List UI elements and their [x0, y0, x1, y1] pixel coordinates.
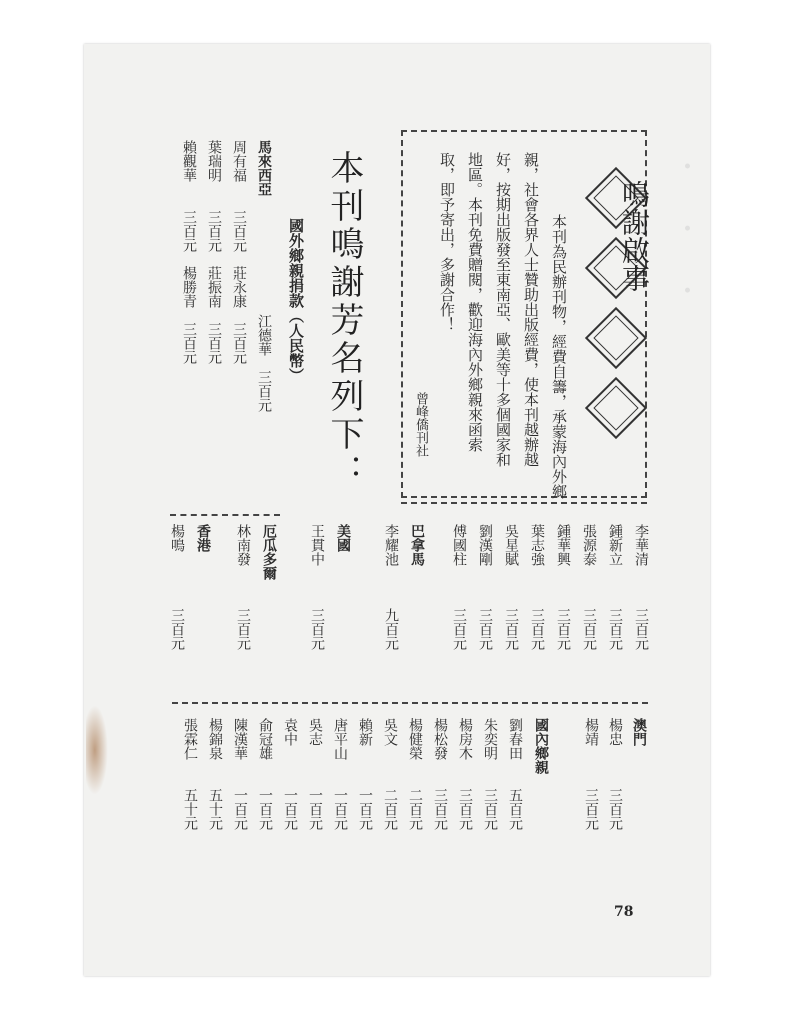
- middle-col-7: 劉漢剛 三百元: [477, 524, 493, 650]
- middle-col-10: 李耀池 九百元: [383, 524, 399, 650]
- middle-col-6: 吳星賦 三百元: [503, 524, 519, 650]
- bottom-col-5: 劉春田 五百元: [507, 718, 523, 830]
- middle-col-16: 楊鳴 三百元: [169, 524, 185, 650]
- middle-col-12: 王貫中 三百元: [309, 524, 325, 650]
- notice-line-2: 親，社會各界人士贊助出版經費，使本刊越辦越: [522, 152, 540, 467]
- bottom-col-3: 楊靖 三百元: [583, 718, 599, 830]
- bottom-col-15: 俞冠雄 一百元: [257, 718, 273, 830]
- notice-publisher: 曾峰僑刊社: [413, 392, 428, 457]
- bleed-through: · · ·: [665, 160, 709, 303]
- donor-row-2: 葉瑞明 三百元 莊振南 三百元: [206, 140, 222, 364]
- bottom-col-12: 唐平山 一百元: [332, 718, 348, 830]
- region-usa: 美國: [335, 524, 351, 552]
- bottom-col-7: 楊房木 三百元: [457, 718, 473, 830]
- bottom-col-13: 吳志 一百元: [307, 718, 323, 830]
- region-domestic: 國內鄉親: [533, 718, 549, 774]
- separator-right: [401, 502, 647, 504]
- middle-col-14: 林南發 三百元: [235, 524, 251, 650]
- bottom-col-8: 楊松發 三百元: [432, 718, 448, 830]
- donor-row-1: 周有福 三百元 莊永康 三百元: [231, 140, 247, 364]
- middle-col-1: 李華清 三百元: [633, 524, 649, 650]
- region-macau: 澳門: [631, 718, 647, 746]
- middle-col-4: 鍾華興 三百元: [555, 524, 571, 650]
- bottom-col-17: 楊錦泉 五十元: [207, 718, 223, 830]
- middle-col-3: 張源泰 三百元: [581, 524, 597, 650]
- bottom-col-16: 陳漢華 一百元: [232, 718, 248, 830]
- middle-col-5: 葉志強 三百元: [529, 524, 545, 650]
- page-number: 78: [614, 904, 634, 920]
- region-hongkong: 香港: [195, 524, 211, 552]
- separator-bottom: [172, 702, 648, 704]
- bottom-col-18: 張霖仁 五十元: [182, 718, 198, 830]
- region-ecuador: 厄瓜多爾: [261, 524, 277, 580]
- notice-line-5: 取，即予寄出，多謝合作！: [438, 152, 456, 332]
- bottom-col-9: 楊健榮 二百元: [407, 718, 423, 830]
- bottom-col-11: 賴新 一百元: [357, 718, 373, 830]
- separator-left: [170, 514, 280, 516]
- donor-jiang-dehua: 江德華 三百元: [256, 314, 272, 412]
- donor-row-3: 賴觀華 三百元 楊勝青 三百元: [181, 140, 197, 364]
- notice-line-3: 好，按期出版發至東南亞、歐美等十多個國家和: [494, 152, 512, 467]
- region-malaysia: 馬來西亞: [256, 140, 272, 196]
- bottom-col-14: 袁中 一百元: [282, 718, 298, 830]
- notice-line-1: 本刊為民辦刊物，經費自籌，承蒙海內外鄉: [550, 214, 568, 499]
- bottom-col-6: 朱奕明 三百元: [482, 718, 498, 830]
- main-title: 本刊鳴謝芳名列下：: [324, 150, 364, 492]
- notice-line-4: 地區。本刊免費贈閱，歡迎海內外鄉親來函索: [466, 152, 484, 452]
- region-panama: 巴拿馬: [409, 524, 425, 566]
- bottom-col-10: 吳文 二百元: [382, 718, 398, 830]
- water-stain: [86, 705, 108, 795]
- middle-col-2: 鍾新立 三百元: [607, 524, 623, 650]
- notice-title: 鳴謝啟事: [618, 180, 651, 292]
- subtitle: 國外鄉親捐款（人民幣）: [287, 218, 305, 383]
- middle-col-8: 傅國柱 三百元: [451, 524, 467, 650]
- bottom-col-2: 楊忠 三百元: [607, 718, 623, 830]
